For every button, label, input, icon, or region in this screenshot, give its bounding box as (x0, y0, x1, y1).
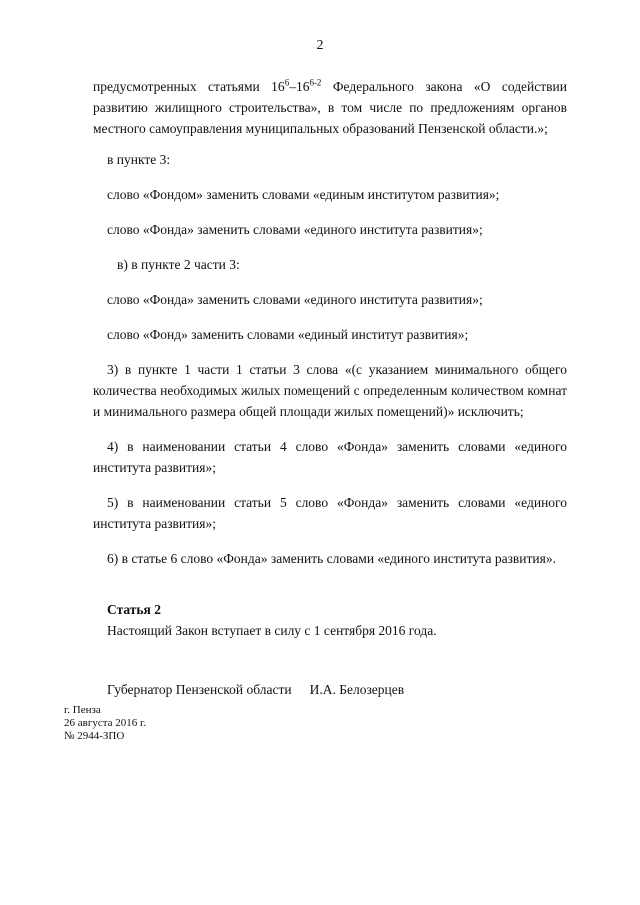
document-body (93, 76, 567, 700)
article-2-text: Настоящий Закон вступает в силу с 1 сентября 2016 года. (107, 623, 437, 638)
superscript-2: 6-2 (309, 77, 322, 88)
paragraph-10: 5) в наименовании статьи 5 слово «Фонда» заменить словами «единого института развития»; (93, 495, 567, 531)
signature-name: И.А. Белозерцев (309, 682, 405, 697)
footer-date: 26 августа 2016 г. (64, 717, 147, 729)
paragraph-4: слово «Фонда» заменить словами «единого института развития»; (107, 222, 483, 237)
paragraph-9: 4) в наименовании статьи 4 слово «Фонда» заменить словами «единого института развития»; (93, 439, 567, 475)
paragraph-3: слово «Фондом» заменить словами «единым институтом развития»; (107, 187, 500, 202)
paragraph-1-part2: Федерального закона «О содействии развитию жилищного строительства», в том числе по предложениям органов местного самоуправления муниципальных образований Пензенской области.»; (93, 79, 567, 136)
paragraph-8: 3) в пункте 1 части 1 статьи 3 слова «(с указанием минимального общего количества необходимых жилых помещений с определенным количеством комнат и минимального размера общей площади жилых помещений)» исключить; (93, 362, 567, 419)
signature-title: Губернатор Пензенской области (107, 682, 292, 697)
paragraph-7: слово «Фонд» заменить словами «единый институт развития»; (107, 327, 469, 342)
footer-number: № 2944-ЗПО (64, 730, 125, 742)
paragraph-2: в пункте 3: (107, 152, 171, 167)
document-footer (64, 704, 146, 743)
superscript-1: 6 (284, 77, 290, 88)
page-number: 2 (316, 38, 324, 53)
paragraph-1 (93, 76, 567, 139)
paragraph-11: 6) в статье 6 слово «Фонда» заменить словами «единого института развития». (107, 551, 556, 566)
signature-block (93, 679, 567, 700)
article-2-heading: Статья 2 (107, 602, 161, 617)
paragraph-1-part1: предусмотренных статьями 16 (93, 79, 285, 94)
paragraph-5: в) в пункте 2 части 3: (117, 257, 240, 272)
paragraph-1-dash: –16 (289, 79, 310, 94)
paragraph-6: слово «Фонда» заменить словами «единого института развития»; (107, 292, 483, 307)
footer-city: г. Пенза (64, 704, 101, 716)
